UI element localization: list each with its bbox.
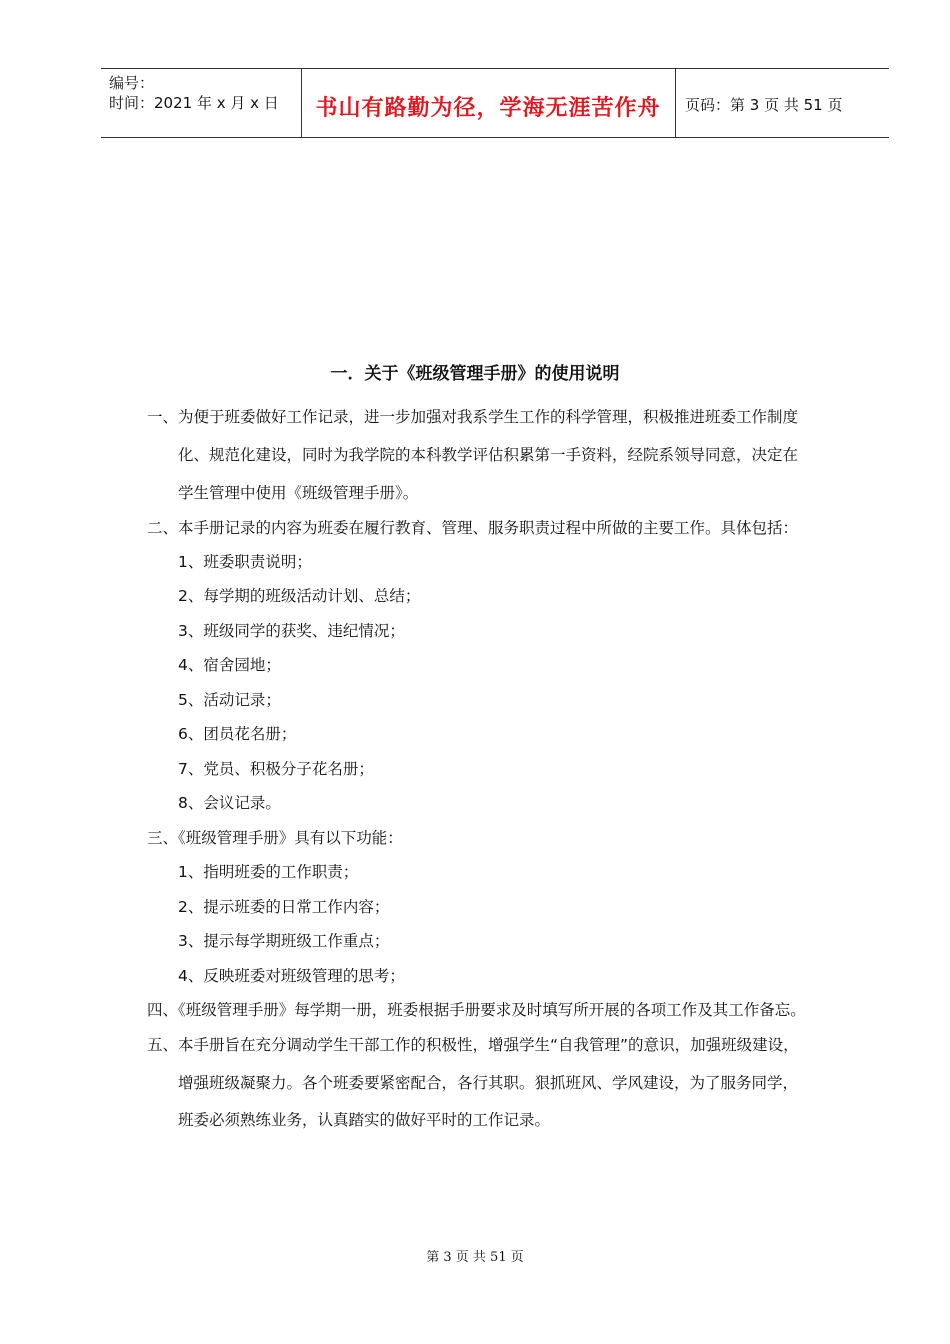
para-line: 学生管理中使用《班级管理手册》。 [178, 484, 419, 502]
header-page-cell [675, 69, 889, 137]
para-line: 三、《班级管理手册》具有以下功能： [147, 829, 403, 847]
list-item: 8、会议记录。 [178, 794, 281, 812]
para-line: 增强班级凝聚力。各个班委要紧密配合，各行其职。狠抓班风、学风建设，为了服务同学， [178, 1074, 799, 1092]
list-item: 3、提示每学期班级工作重点； [178, 932, 390, 950]
list-item: 2、提示班委的日常工作内容； [178, 898, 390, 916]
para-line: 五、本手册旨在充分调动学生干部工作的积极性，增强学生“自我管理”的意识，加强班级建设， [147, 1036, 799, 1054]
header-page-info: 页码：第 3 页 共 51 页 [685, 96, 843, 114]
page-header [101, 68, 889, 138]
list-item: 7、党员、积极分子花名册； [178, 760, 374, 778]
list-item: 1、指明班委的工作职责； [178, 863, 359, 881]
list-item: 3、班级同学的获奖、违纪情况； [178, 622, 405, 640]
para-line: 班委必须熟练业务，认真踏实的做好平时的工作记录。 [178, 1111, 551, 1129]
page-footer: 第 3 页 共 51 页 [426, 1250, 524, 1265]
list-item: 6、团员花名册； [178, 725, 297, 743]
para-line: 一、为便于班委做好工作记录，进一步加强对我系学生工作的科学管理，积极推进班委工作制度 [147, 408, 799, 426]
motto-text: 书山有路勤为径，学海无涯苦作舟 [315, 96, 661, 121]
list-item: 4、反映班委对班级管理的思考； [178, 967, 405, 985]
list-item: 4、宿舍园地； [178, 656, 281, 674]
para-line: 二、本手册记录的内容为班委在履行教育、管理、服务职责过程中所做的主要工作。具体包括： [147, 519, 799, 537]
para-line: 化、规范化建设，同时为我学院的本科教学评估积累第一手资料，经院系领导同意，决定在 [178, 446, 799, 464]
document-title: 一．关于《班级管理手册》的使用说明 [330, 364, 620, 384]
header-motto-cell [301, 69, 676, 137]
header-meta-cell [101, 69, 302, 137]
document-number-label: 编号： [109, 74, 155, 92]
document-time: 时间：2021 年 x 月 x 日 [109, 94, 279, 112]
para-line: 四、《班级管理手册》每学期一册，班委根据手册要求及时填写所开展的各项工作及其工作备忘。 [147, 1001, 806, 1019]
list-item: 1、班委职责说明； [178, 553, 312, 571]
list-item: 5、活动记录； [178, 691, 281, 709]
list-item: 2、每学期的班级活动计划、总结； [178, 587, 421, 605]
